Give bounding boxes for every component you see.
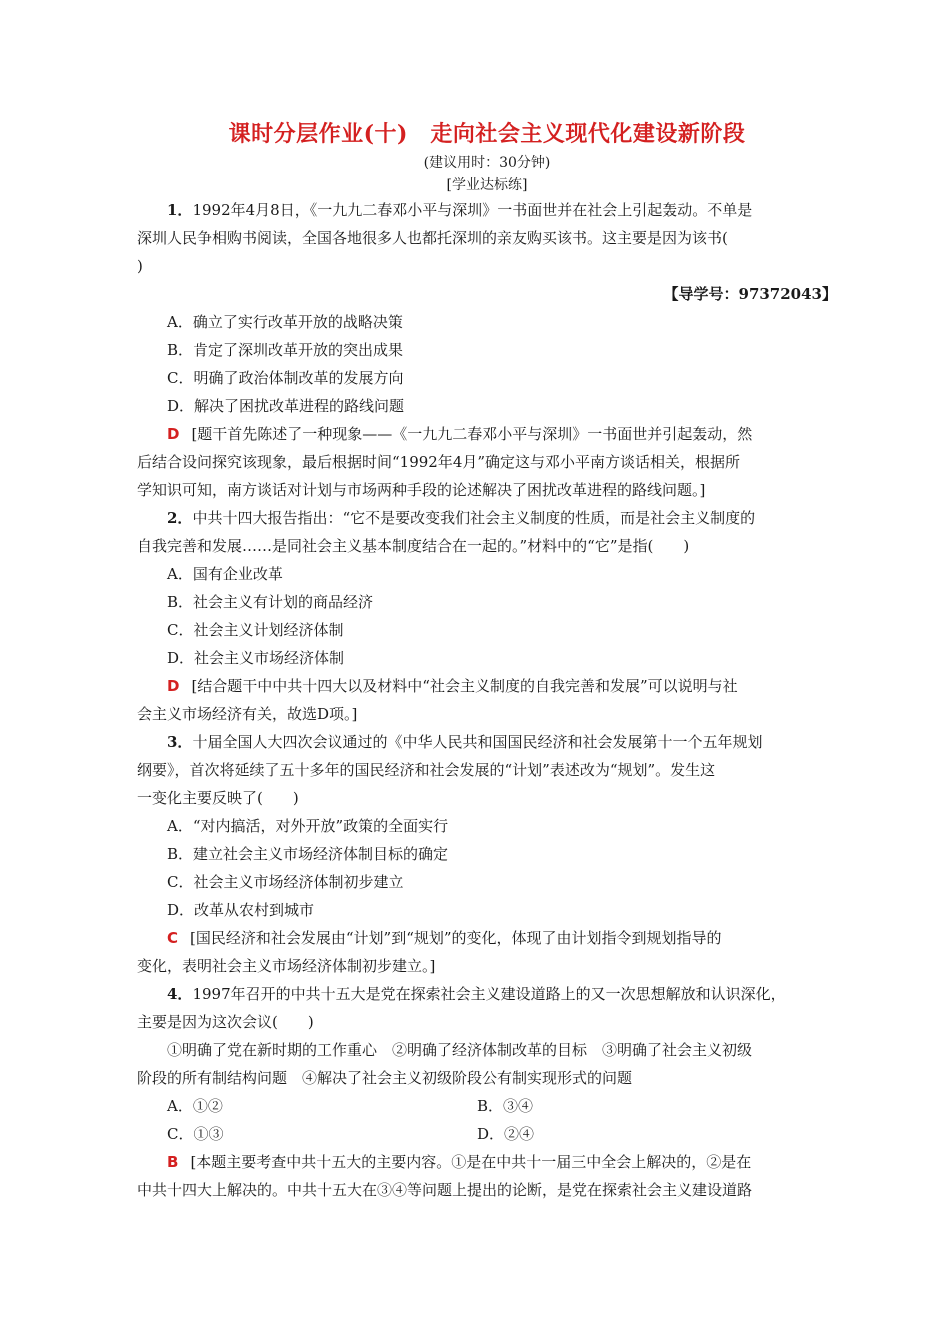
- guide-number: 【导学号：97372043】: [663, 285, 837, 303]
- time-hint: (建议用时：30分钟): [423, 155, 551, 171]
- question-1-stem-line-1: 1．1992年4月8日，《一九九二春邓小平与深圳》一书面世并在社会上引起轰动。不单是: [167, 201, 753, 219]
- document-page: [137, 118, 837, 1204]
- question-4-items-line-1: ①明确了党在新时期的工作重心 ②明确了经济体制改革的目标 ③明确了社会主义初级: [167, 1041, 753, 1059]
- question-3-stem-line-3: 一变化主要反映了( ): [137, 789, 299, 807]
- question-3-stem-line-1: 3．十届全国人大四次会议通过的《中华人民共和国国民经济和社会发展第十一个五年规划: [167, 733, 763, 751]
- question-2: [137, 504, 837, 728]
- option-c: C．明确了政治体制改革的发展方向: [167, 369, 404, 387]
- option-d: D．解决了困扰改革进程的路线问题: [167, 397, 405, 415]
- option-d: D．②④: [477, 1125, 535, 1143]
- question-number: 2．: [167, 509, 193, 527]
- answer-letter: D: [167, 425, 180, 443]
- answer-letter: D: [167, 677, 180, 695]
- question-4-stem-line-1: 4．1997年召开的中共十五大是党在探索社会主义建设道路上的又一次思想解放和认识深化，: [167, 985, 786, 1003]
- option-a: A．国有企业改革: [167, 565, 283, 583]
- answer-explanation-line-1: D [题干首先陈述了一种现象——《一九九二春邓小平与深圳》一书面世并引起轰动，然: [167, 425, 753, 443]
- question-1-stem-line-2: 深圳人民争相购书阅读，全国各地很多人也都托深圳的亲友购买该书。这主要是因为该书(: [137, 229, 728, 247]
- option-c: C．①③: [167, 1125, 224, 1143]
- question-2-stem-line-1: 2．中共十四大报告指出：“它不是要改变我们社会主义制度的性质，而是社会主义制度的: [167, 509, 756, 527]
- option-a: A．确立了实行改革开放的战略决策: [167, 313, 403, 331]
- question-number: 1．: [167, 201, 193, 219]
- question-1: [137, 196, 837, 504]
- answer-letter: B: [167, 1153, 179, 1171]
- option-c: C．社会主义市场经济体制初步建立: [167, 873, 404, 891]
- option-b: B．社会主义有计划的商品经济: [167, 593, 374, 611]
- option-a: A．“对内搞活，对外开放”政策的全面实行: [167, 817, 449, 835]
- question-2-stem-line-2: 自我完善和发展……是同社会主义基本制度结合在一起的。”材料中的“它”是指( ): [137, 537, 690, 555]
- options-row-2: [137, 1120, 837, 1148]
- answer-explanation-line-2: 变化，表明社会主义市场经济体制初步建立。]: [137, 957, 436, 975]
- question-number: 3．: [167, 733, 193, 751]
- option-c: C．社会主义计划经济体制: [167, 621, 344, 639]
- answer-letter: C: [167, 929, 179, 947]
- question-3-stem-line-2: 纲要》，首次将延续了五十多年的国民经济和社会发展的“计划”表述改为“规划”。发生这: [137, 761, 716, 779]
- answer-explanation-line-3: 学知识可知，南方谈话对计划与市场两种手段的论述解决了困扰改革进程的路线问题。]: [137, 481, 706, 499]
- option-b: B．③④: [477, 1097, 534, 1115]
- answer-explanation-line-2: 会主义市场经济有关，故选D项。]: [137, 705, 358, 723]
- answer-explanation-line-2: 后结合设问探究该现象，最后根据时间“1992年4月”确定这与邓小平南方谈话相关，根据所: [137, 453, 741, 471]
- question-1-stem-line-3: ): [137, 257, 143, 275]
- answer-explanation-line-1: B [本题主要考查中共十五大的主要内容。①是在中共十一届三中全会上解决的，②是在: [167, 1153, 752, 1171]
- page-title: 课时分层作业(十) 走向社会主义现代化建设新阶段: [228, 121, 746, 147]
- option-d: D．改革从农村到城市: [167, 901, 315, 919]
- question-number: 4．: [167, 985, 193, 1003]
- option-d: D．社会主义市场经济体制: [167, 649, 345, 667]
- answer-explanation-line-1: C [国民经济和社会发展由“计划”到“规划”的变化，体现了由计划指令到规划指导的: [167, 929, 722, 947]
- answer-explanation-line-2: 中共十四大上解决的。中共十五大在③④等问题上提出的论断，是党在探索社会主义建设道路: [137, 1181, 753, 1199]
- option-a: A．①②: [167, 1097, 223, 1115]
- question-4: [137, 980, 837, 1204]
- question-4-stem-line-2: 主要是因为这次会议( ): [137, 1013, 314, 1031]
- question-4-items-line-2: 阶段的所有制结构问题 ④解决了社会主义初级阶段公有制实现形式的问题: [137, 1069, 633, 1087]
- option-b: B．肯定了深圳改革开放的突出成果: [167, 341, 404, 359]
- question-3: [137, 728, 837, 980]
- section-label: [学业达标练]: [446, 177, 528, 193]
- option-b: B．建立社会主义市场经济体制目标的确定: [167, 845, 449, 863]
- options-row-1: [137, 1092, 837, 1120]
- answer-explanation-line-1: D [结合题干中中共十四大以及材料中“社会主义制度的自我完善和发展”可以说明与社: [167, 677, 738, 695]
